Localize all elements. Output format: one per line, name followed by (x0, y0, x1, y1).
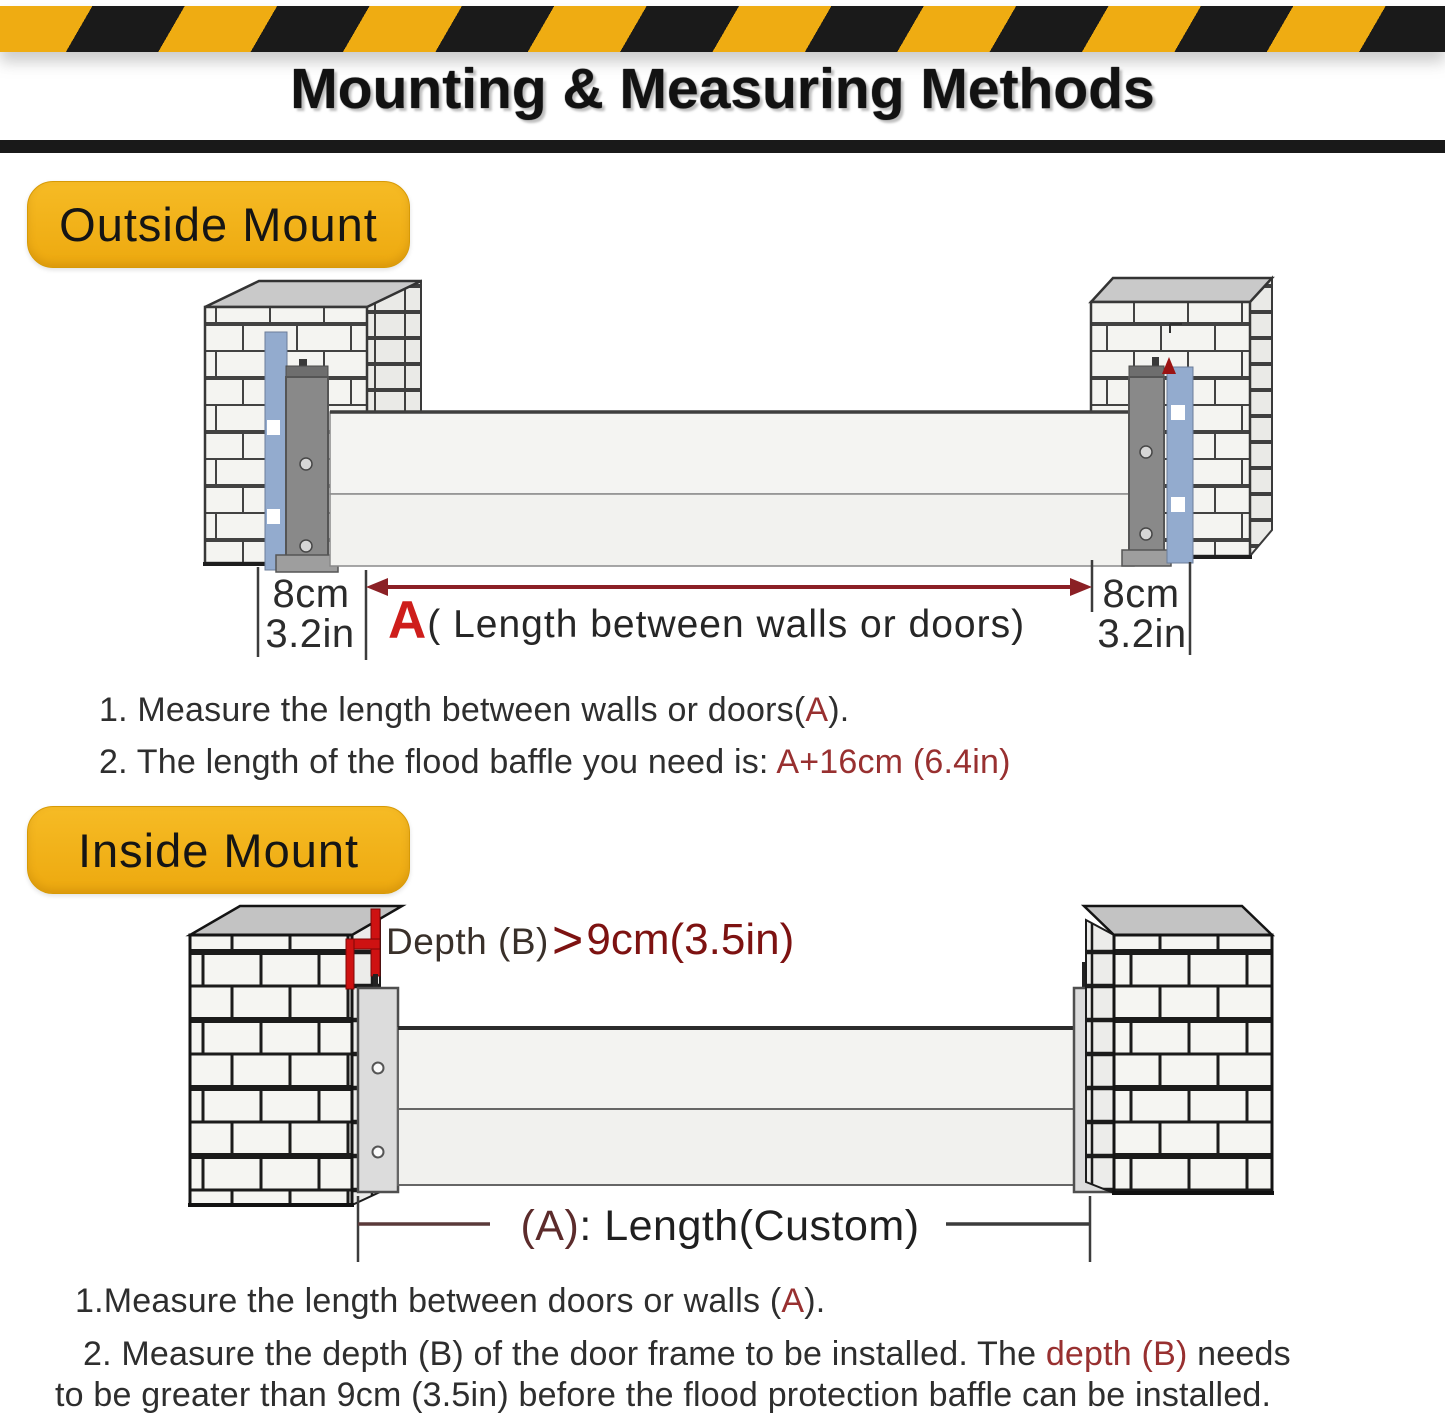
left-offset-inch: 3.2in (265, 612, 355, 656)
inside-mount-label-text: Inside Mount (77, 823, 360, 877)
greater-than-sign: > (551, 910, 584, 970)
right-pillar-top-face (1091, 278, 1272, 302)
right-pillar-side-face (1086, 920, 1114, 1193)
custom-length-label (492, 1202, 948, 1251)
screw-hole (373, 1063, 384, 1074)
right-pillar-side-face (1250, 278, 1272, 556)
arrowhead-left-icon (366, 578, 388, 596)
inside-instruction-1: 1.Measure the length between doors or walls (A). (75, 1282, 826, 1320)
depth-label-prefix: Depth (B) (386, 921, 549, 962)
inside-mount-label (27, 806, 410, 894)
banner-divider-bar (0, 140, 1445, 153)
depth-label-value: 9cm(3.5in) (586, 915, 795, 964)
baffle-panel-top (330, 412, 1134, 494)
outside-instruction-1: 1. Measure the length between walls or doors(A). (99, 691, 850, 729)
left-offset-cm: 8cm (272, 572, 350, 616)
screw-hole (1140, 528, 1152, 540)
length-variable-a: A (388, 591, 427, 650)
seal-notch (1171, 497, 1185, 512)
outside-instructions (99, 692, 1419, 796)
left-pillar-front-face (190, 935, 352, 1205)
mounting-channel-left-inside (358, 988, 398, 1192)
flood-baffle-panels-inside (398, 1028, 1074, 1185)
length-arrow-caption: ( Length between walls or doors) (427, 603, 1026, 646)
baffle-panel-top (398, 1028, 1074, 1109)
channel-flange (1122, 550, 1171, 566)
length-arrow-label (388, 591, 1026, 650)
right-pillar-front-face (1114, 935, 1272, 1193)
hazard-stripe-banner (0, 6, 1445, 52)
outside-mount-label (27, 181, 410, 268)
mounting-channel-left (276, 359, 338, 572)
mounting-channel-right (1122, 357, 1171, 566)
screw-hole (373, 1147, 384, 1158)
inside-instruction-2: 2. Measure the depth (B) of the door frame to be installed. The depth (B) needs (83, 1335, 1291, 1373)
seal-notch (267, 509, 280, 524)
inside-instruction-2-cont: to be greater than 9cm (3.5in) before the flood protection baffle can be installed. (55, 1376, 1272, 1414)
baffle-panel-bottom (330, 494, 1134, 566)
baffle-panel-bottom (398, 1109, 1074, 1185)
right-brick-pillar-inside (1084, 906, 1274, 1193)
right-pillar-top-face (1084, 906, 1272, 935)
seal-notch (267, 420, 280, 435)
depth-requirement-label (386, 910, 795, 970)
length-variable-a: (A) (520, 1202, 580, 1250)
right-offset-cm: 8cm (1102, 572, 1180, 616)
arrowhead-right-icon (1070, 578, 1092, 596)
screw-hole (300, 458, 312, 470)
seal-strip-left (265, 332, 287, 570)
channel-body (358, 988, 398, 1192)
seal-strip-right (1162, 357, 1193, 563)
screw-hole (300, 540, 312, 552)
screw-hole (1140, 446, 1152, 458)
outside-instruction-2: 2. The length of the flood baffle you need is: A+16cm (6.4in) (99, 743, 1011, 781)
length-label-rest: : Length(Custom) (579, 1202, 920, 1250)
page-title: Mounting & Measuring Methods (290, 57, 1155, 121)
right-offset-inch: 3.2in (1097, 612, 1187, 656)
seal-notch (1171, 405, 1185, 420)
outside-mount-label-text: Outside Mount (59, 198, 378, 251)
inside-instructions (55, 1283, 1445, 1414)
flood-baffle-panels (330, 412, 1134, 566)
channel-flange (276, 555, 338, 572)
